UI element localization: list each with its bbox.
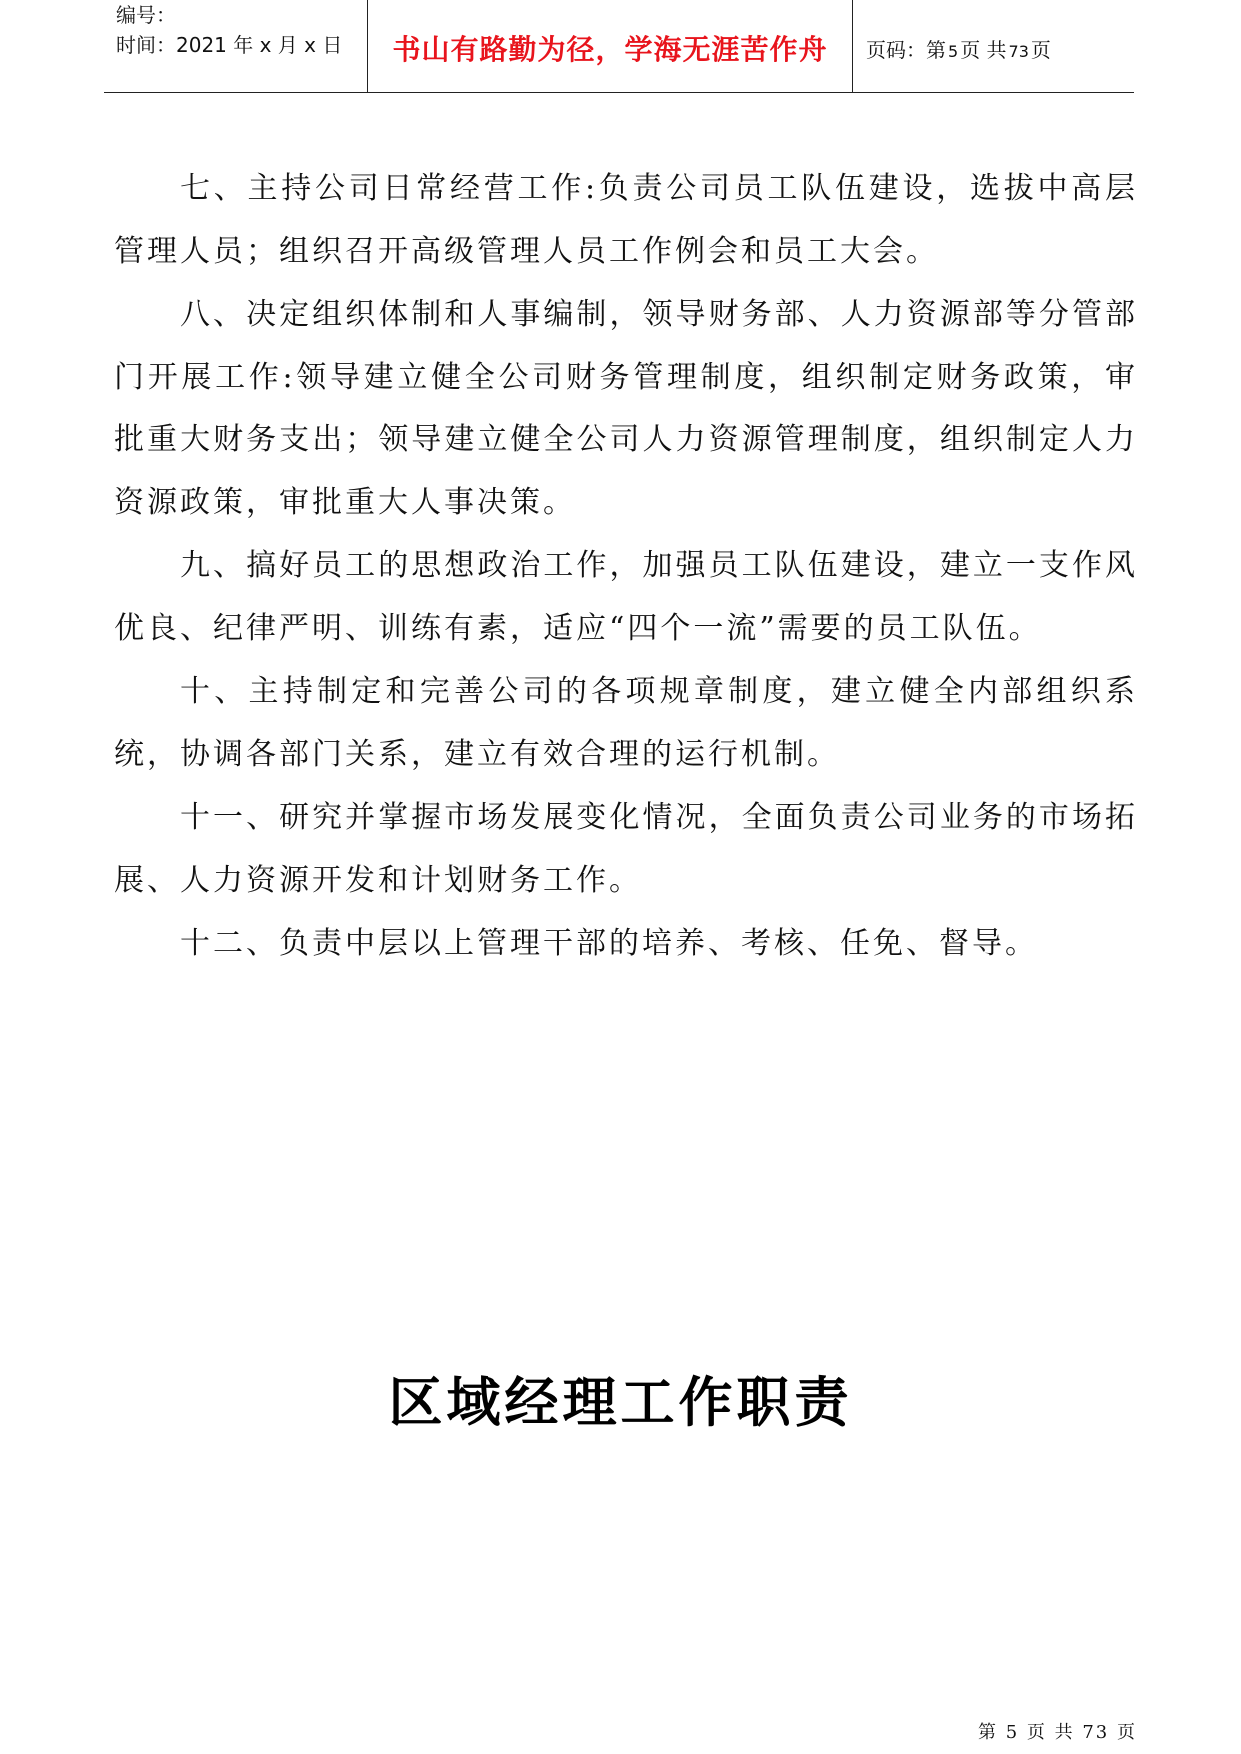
document-number-label: 编号： (116, 3, 176, 27)
header-page-info (866, 34, 1051, 63)
document-body (114, 158, 1138, 977)
page-footer: 第 5 页 共 73 页 (978, 1722, 1137, 1743)
paragraph-9: 九、搞好员工的思想政治工作，加强员工队伍建设，建立一支作风优良、纪律严明、训练有素，适应“四个一流”需要的员工队伍。 (114, 548, 1138, 646)
paragraph-8: 八、决定组织体制和人事编制，领导财务部、人力资源部等分管部门开展工作:领导建立健全公司财务管理制度，组织制定财务政策，审批重大财务支出；领导建立健全公司人力资源管理制度，组织制定人力资源政策，审批重大人事决策。 (114, 297, 1138, 520)
page-current-number: 5 (948, 42, 959, 61)
header-motto: 书山有路勤为径，学海无涯苦作舟 (392, 33, 828, 66)
paragraph-10: 十、主持制定和完善公司的各项规章制度，建立健全内部组织系统，协调各部门关系，建立有效合理的运行机制。 (114, 674, 1138, 772)
paragraph-12: 十二、负责中层以上管理干部的培养、考核、任免、督导。 (180, 926, 1038, 961)
page-suffix: 页 (1030, 38, 1051, 62)
page-middle: 页 共 (960, 38, 1007, 62)
header-divider-right (852, 0, 853, 92)
paragraph-11: 十一、研究并掌握市场发展变化情况，全面负责公司业务的市场拓展、人力资源开发和计划财务工作。 (114, 800, 1138, 898)
page-header (104, 0, 1134, 93)
page-prefix: 页码：第 (866, 38, 946, 62)
paragraph-7: 七、主持公司日常经营工作:负责公司员工队伍建设，选拔中高层管理人员；组织召开高级管理人员工作例会和员工大会。 (114, 171, 1138, 269)
header-meta (116, 0, 368, 60)
document-time-label: 时间：2021 年 x 月 x 日 (116, 33, 343, 57)
page-total-number: 73 (1008, 42, 1029, 61)
section-title: 区域经理工作职责 (388, 1370, 853, 1434)
